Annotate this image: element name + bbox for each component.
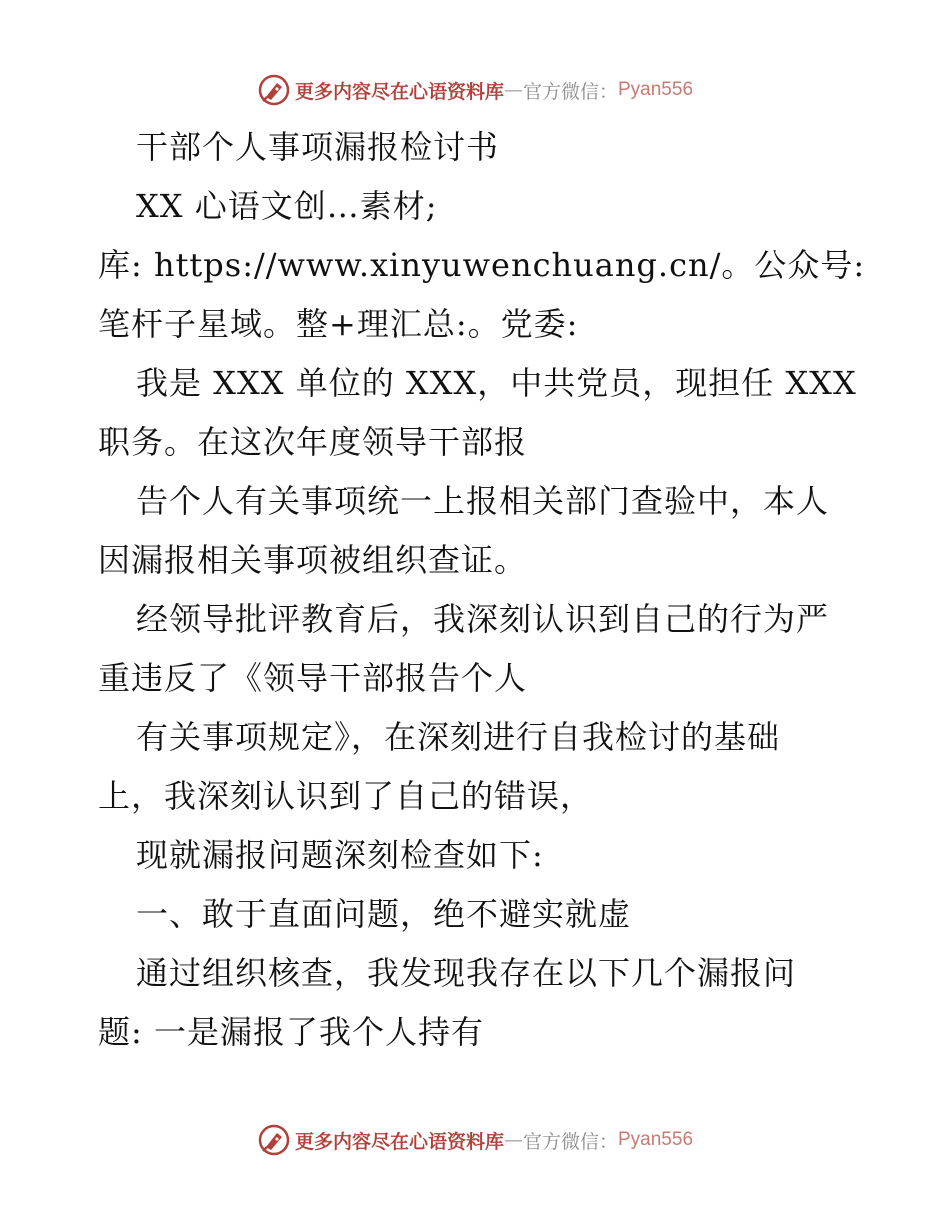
- watermark-text: 更多内容尽在心语资料库: [294, 80, 504, 103]
- text-line: 告个人有关事项统一上报相关部门查验中，本人: [136, 482, 830, 520]
- text-line: 通过组织核查，我发现我存在以下几个漏报问: [136, 954, 797, 992]
- text-line: 笔杆子星域。整+理汇总:。党委:: [98, 305, 579, 343]
- watermark-text: 更多内容尽在心语资料库: [294, 1130, 504, 1153]
- watermark-wechat-label: 官方微信：: [522, 1130, 618, 1153]
- section-heading: 一、敢于直面问题，绝不避实就虚: [136, 895, 632, 933]
- text-line: 有关事项规定》，在深刻进行自我检讨的基础: [136, 718, 781, 756]
- text-line: 经领导批评教育后，我深刻认识到自己的行为严: [136, 600, 830, 638]
- watermark-dash: —: [503, 1129, 523, 1151]
- text-line: 现就漏报问题深刻检查如下:: [136, 836, 544, 874]
- text-line: 上，我深刻认识到了自己的错误，: [98, 777, 594, 815]
- footer-watermark-banner: [0, 1118, 950, 1162]
- pen-nib-logo-icon: [257, 73, 291, 107]
- pen-nib-logo-icon: [257, 1123, 291, 1157]
- watermark-wechat-id: Pyan556: [618, 79, 694, 100]
- watermark-wechat-id: Pyan556: [618, 1129, 694, 1150]
- document-title: 干部个人事项漏报检讨书: [136, 128, 500, 166]
- text-line: 职务。在这次年度领导干部报: [98, 423, 528, 461]
- text-line: XX 心语文创…素材;: [136, 187, 438, 225]
- watermark-dash: —: [503, 79, 523, 101]
- text-line: 库: https://www.xinyuwenchuang.cn/。公众号:: [98, 246, 866, 284]
- text-line: 重违反了《领导干部报告个人: [98, 659, 528, 697]
- text-line: 我是 XXX 单位的 XXX，中共党员，现担任 XXX: [136, 364, 857, 402]
- watermark-wechat-label: 官方微信：: [522, 80, 618, 103]
- text-line: 题: 一是漏报了我个人持有: [98, 1013, 484, 1051]
- text-line: 因漏报相关事项被组织查证。: [98, 541, 528, 579]
- header-watermark-banner: [0, 68, 950, 112]
